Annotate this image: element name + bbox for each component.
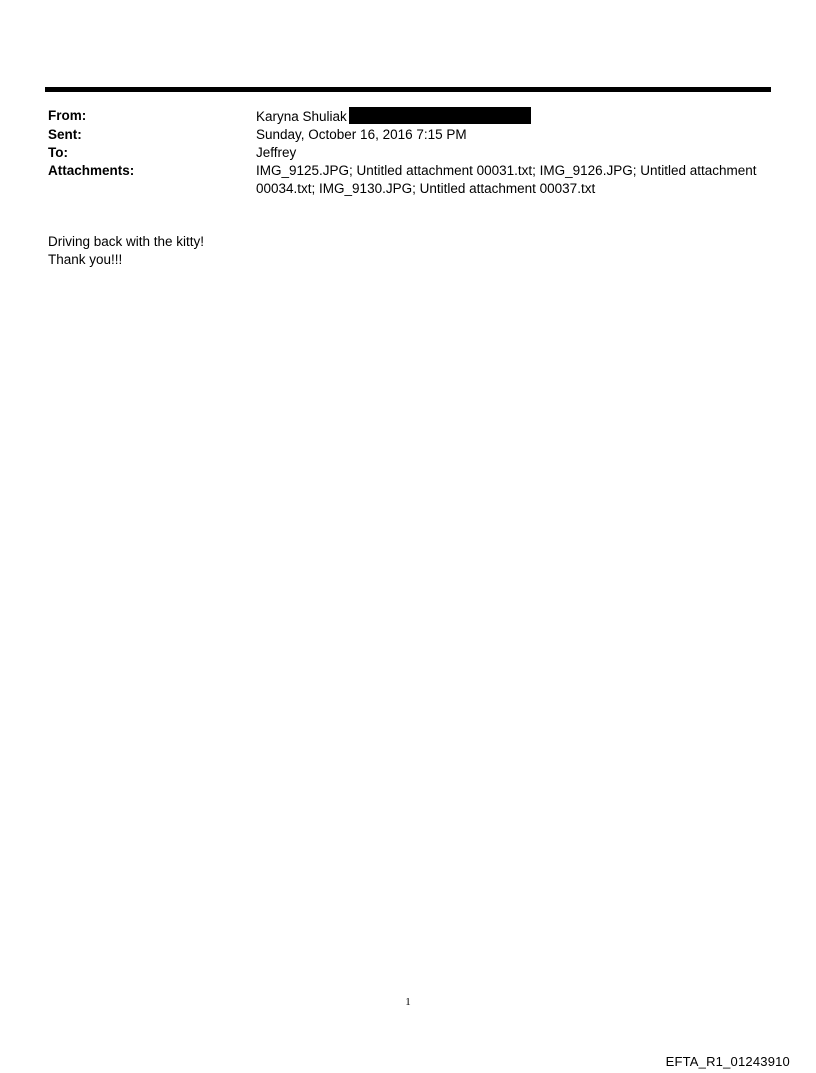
to-label: To: [48,145,68,160]
attachments-value: IMG_9125.JPG; Untitled attachment 00031.txt; IMG_9126.JPG; Untitled attachment 00034.txt; IMG_9130.JPG; Untitled attachment 00037.txt [256,163,757,196]
sent-row [48,126,768,144]
header-rule [45,87,771,92]
from-row [48,107,768,126]
attachments-label: Attachments: [48,163,135,178]
from-label: From: [48,108,87,123]
to-row [48,144,768,162]
from-value: Karyna Shuliak [256,109,347,124]
sent-label: Sent: [48,127,82,142]
body-line: Thank you!!! [48,252,123,267]
email-body [48,233,204,269]
attachments-row [48,162,768,198]
redaction-block [349,107,531,124]
email-header [48,107,768,198]
sent-value: Sunday, October 16, 2016 7:15 PM [256,127,467,142]
document-id: EFTA_R1_01243910 [665,1054,790,1069]
to-value: Jeffrey [256,145,297,160]
page-number: 1 [405,996,411,1008]
body-line: Driving back with the kitty! [48,234,205,249]
